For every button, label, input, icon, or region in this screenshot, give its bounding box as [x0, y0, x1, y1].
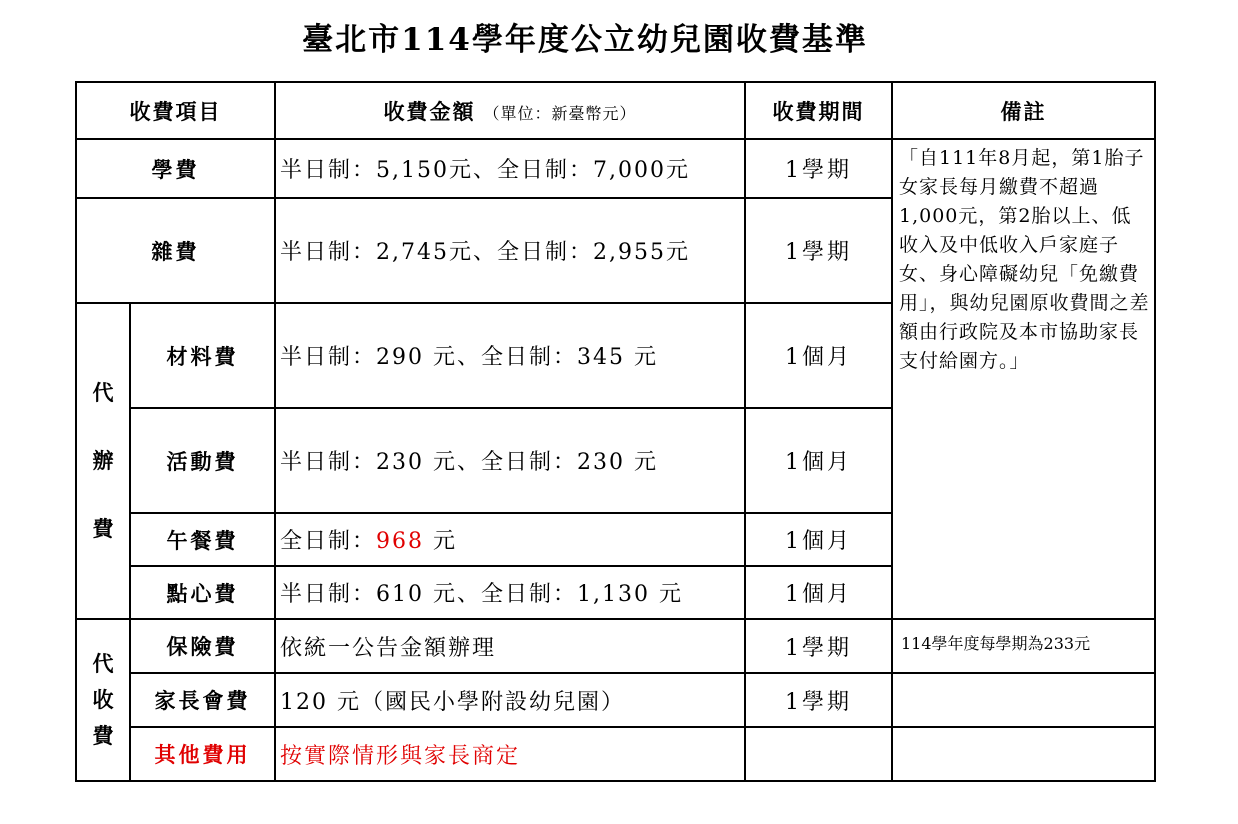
row-amount: 120 元（國民小學附設幼兒園） [275, 673, 745, 727]
group-label-daiban [76, 303, 130, 619]
row-item: 學費 [76, 139, 275, 198]
row-period: 1個月 [745, 303, 892, 408]
row-item: 材料費 [130, 303, 275, 408]
table-header-row [76, 82, 1155, 139]
table-row [76, 727, 1155, 781]
note-empty [892, 673, 1155, 727]
row-item: 點心費 [130, 566, 275, 619]
row-amount: 半日制：610 元、全日制：1,130 元 [275, 566, 745, 619]
header-item: 收費項目 [76, 82, 275, 139]
table-row [76, 139, 1155, 198]
note-insurance: 114學年度每學期為233元 [892, 619, 1155, 673]
row-amount: 半日制：230 元、全日制：230 元 [275, 408, 745, 513]
group-char: 費 [92, 516, 114, 541]
row-period: 1個月 [745, 566, 892, 619]
group-label-daishou [76, 619, 130, 781]
row-amount: 半日制：5,150元、全日制：7,000元 [275, 139, 745, 198]
row-period: 1學期 [745, 673, 892, 727]
group-char: 代 [92, 651, 114, 676]
page-title: 臺北市114學年度公立幼兒園收費基準 [302, 22, 868, 58]
row-amount [275, 513, 745, 566]
group-char: 費 [92, 723, 114, 748]
header-period: 收費期間 [745, 82, 892, 139]
row-item: 保險費 [130, 619, 275, 673]
row-period [745, 727, 892, 781]
table-row [76, 673, 1155, 727]
row-item: 活動費 [130, 408, 275, 513]
header-amount [275, 82, 745, 139]
row-period: 1學期 [745, 139, 892, 198]
header-amount-unit: （單位：新臺幣元） [483, 103, 637, 123]
row-item: 其他費用 [130, 727, 275, 781]
note-main: 「自111年8月起，第1胎子女家長每月繳費不超過1,000元，第2胎以上、低收入及中低收入戶家庭子女、身心障礙幼兒「免繳費用」，與幼兒園原收費間之差額由行政院及本市協助家長支付給園方。」 [892, 139, 1155, 619]
group-char: 收 [92, 687, 114, 712]
note-empty [892, 727, 1155, 781]
header-note: 備註 [892, 82, 1155, 139]
amount-prefix: 全日制： [280, 529, 377, 554]
row-amount: 按實際情形與家長商定 [275, 727, 745, 781]
amount-suffix: 元 [424, 529, 458, 554]
row-amount: 半日制：2,745元、全日制：2,955元 [275, 198, 745, 303]
row-period: 1個月 [745, 408, 892, 513]
row-item: 午餐費 [130, 513, 275, 566]
row-period: 1學期 [745, 619, 892, 673]
header-amount-label: 收費金額 [383, 98, 476, 124]
group-char: 辦 [92, 448, 114, 473]
lunch-amount-value: 968 [376, 529, 425, 554]
row-item: 雜費 [76, 198, 275, 303]
row-period: 1學期 [745, 198, 892, 303]
table-row [76, 619, 1155, 673]
row-amount: 半日制：290 元、全日制：345 元 [275, 303, 745, 408]
row-amount: 依統一公告金額辦理 [275, 619, 745, 673]
row-item: 家長會費 [130, 673, 275, 727]
row-period: 1個月 [745, 513, 892, 566]
fee-table [75, 81, 1156, 782]
group-char: 代 [92, 380, 114, 405]
